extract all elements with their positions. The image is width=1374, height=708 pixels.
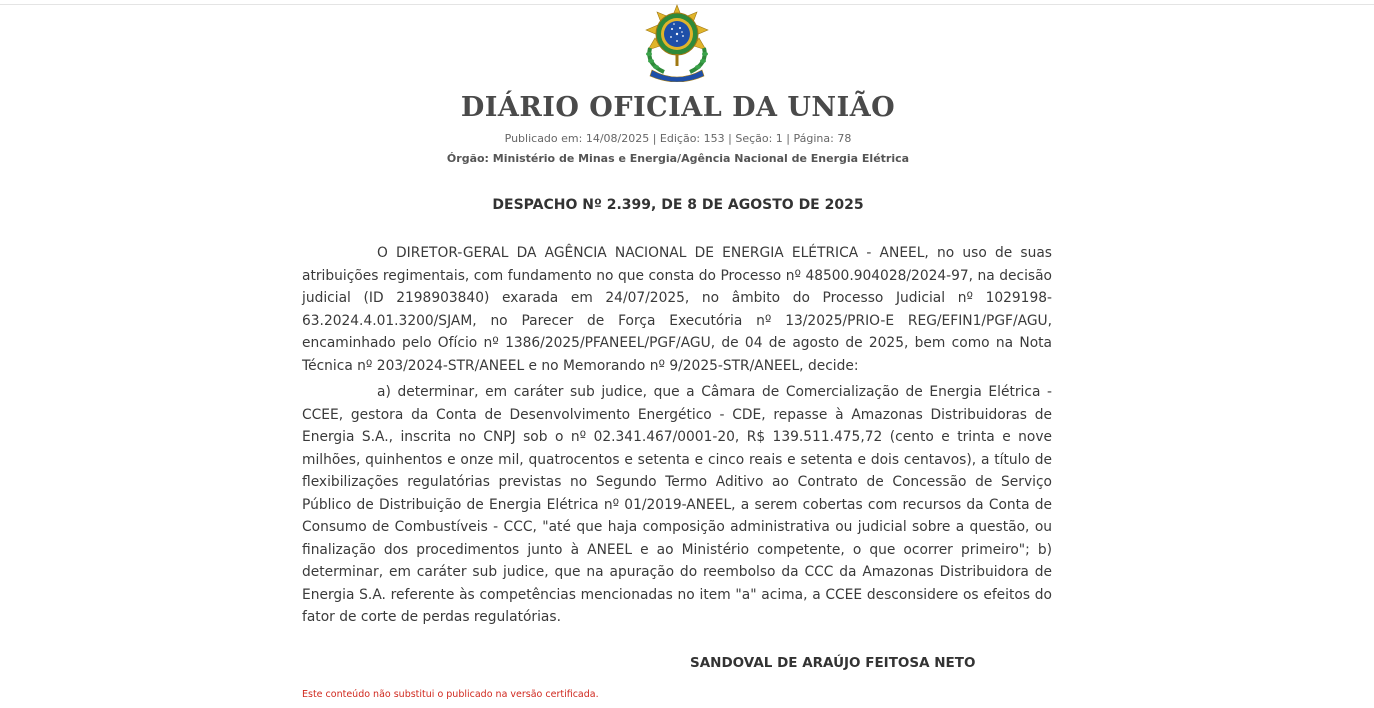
act-body [302, 242, 1052, 633]
act-paragraph-preamble: O DIRETOR-GERAL DA AGÊNCIA NACIONAL DE ENERGIA ELÉTRICA - ANEEL, no uso de suas atribuições regimentais, com fundamento no que consta do Processo nº 48500.904028/2024-97, na decisão judicial (ID 2198903840) exarada em 24/07/2025, no âmbito do Processo Judicial nº 1029198-63.2024.4.01.3200/SJAM, no Parecer de Força Executória nº 13/2025/PRIO-E REG/EFIN1/PGF/AGU, encaminhado pelo Ofício nº 1386/2025/PFANEEL/PGF/AGU, de 04 de agosto de 2025, bem como na Nota Técnica nº 203/2024-STR/ANEEL e no Memorando nº 9/2025-STR/ANEEL, decide: [302, 245, 1052, 374]
brazil-coat-of-arms-icon [636, 4, 718, 82]
publication-info: Publicado em: 14/08/2025 | Edição: 153 | Seção: 1 | Página: 78 [504, 132, 852, 145]
certification-disclaimer: Este conteúdo não substitui o publicado na versão certificada. [302, 689, 599, 700]
signatory-name: SANDOVAL DE ARAÚJO FEITOSA NETO [690, 655, 976, 671]
journal-title: DIÁRIO OFICIAL DA UNIÃO [460, 92, 896, 123]
act-paragraph-decision: a) determinar, em caráter sub judice, que a Câmara de Comercialização de Energia Elétrica - CCEE, gestora da Conta de Desenvolvimento Energético - CDE, repasse à Amazonas Distribuidoras de Energia S.A., inscrita no CNPJ sob o nº 02.341.467/0001-20, R$ 139.511.475,72 (cento e trinta e nove milhões, quinhentos e onze mil, quatrocentos e setenta e cinco reais e setenta e dois centavos), a título de flexibilizações regulatórias previstas no Segundo Termo Aditivo ao Contrato de Concessão de Serviço Público de Distribuição de Energia Elétrica nº 01/2019-ANEEL, a serem cobertas com recursos da Conta de Consumo de Combustíveis - CCC, "até que haja composição administrativa ou judicial sobre a questão, ou finalização dos procedimentos junto à ANEEL e ao Ministério competente, o que ocorrer primeiro"; b) determinar, em caráter sub judice, que na apuração do reembolso da CCC da Amazonas Distribuidora de Energia S.A. referente às competências mencionadas no item "a" acima, a CCEE desconsidere os efeitos do fator de corte de perdas regulatórias. [302, 384, 1052, 625]
issuing-organ: Órgão: Ministério de Minas e Energia/Agência Nacional de Energia Elétrica [446, 152, 910, 165]
act-title: DESPACHO Nº 2.399, DE 8 DE AGOSTO DE 2025 [492, 197, 864, 213]
